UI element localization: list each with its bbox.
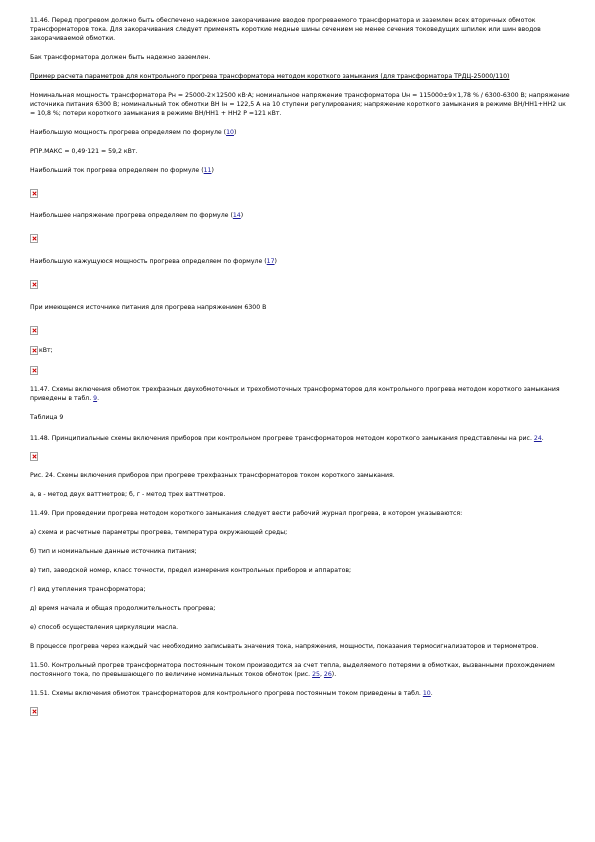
broken-image-icon (30, 189, 38, 198)
paragraph-tank-grounding: Бак трансформатора должен быть надежно заземлен. (30, 54, 211, 61)
broken-image-icon (30, 326, 38, 335)
paragraph-max-power: Наибольшую мощность прогрева определяем по формуле (10) (30, 129, 237, 136)
figure-link-24[interactable]: 24 (533, 435, 542, 442)
figure-24-caption: Рис. 24. Схемы включения приборов при прогреве трехфазных трансформаторов током короткого замыкания. (30, 472, 395, 479)
formula-pmax-result: PПР.МАКС = 0,49·121 = 59,2 кВт. (30, 148, 138, 155)
list-item-v: в) тип, заводской номер, класс точности, предел измерения контрольных приборов и аппаратов; (30, 567, 352, 574)
broken-image-icon (30, 280, 38, 289)
paragraph-hourly-records: В процессе прогрева через каждый час необходимо записывать значения тока, напряжения, мощности, показания термосигнализаторов и термометров. (30, 643, 539, 650)
broken-image-icon (30, 234, 38, 243)
broken-image-icon (30, 366, 38, 375)
formula-link-14[interactable]: 14 (232, 212, 241, 219)
broken-image-icon (30, 346, 38, 355)
paragraph-max-voltage: Наибольшее напряжение прогрева определяем по формуле (14) (30, 212, 244, 219)
formula-link-10[interactable]: 10 (226, 129, 234, 136)
paragraph-11-48: 11.48. Принципиальные схемы включения приборов при контрольном прогреве трансформаторов методом короткого замыкания представлены на рис. 24. (30, 435, 544, 442)
list-item-a: а) схема и расчетные параметры прогрева, температура окружающей среды; (30, 529, 288, 536)
figure-24-legend: а, в - метод двух ваттметров; б, г - метод трех ваттметров. (30, 491, 226, 498)
figure-link-26[interactable]: 26 (323, 671, 332, 678)
formula-link-17[interactable]: 17 (266, 258, 275, 265)
document-body (30, 16, 570, 718)
example-heading: Пример расчета параметров для контрольного прогрева трансформатора методом короткого замыкания (для трансформатора ТРДЦ-25000/110) (30, 73, 510, 80)
list-item-d: д) время начала и общая продолжительность прогрева; (30, 605, 216, 612)
table-9-caption: Таблица 9 (30, 414, 64, 421)
unit-kw-label: кВт; (39, 346, 53, 354)
paragraph-11-50: 11.50. Контрольный прогрев трансформатора постоянным током производится за счет тепла, выделяемого потерями в обмотках, вызванными прохождением постоянного тока, по превышающего по величине номинальных токов обмоток (рис. 25, 26). (30, 662, 555, 678)
list-item-b: б) тип и номинальные данные источника питания; (30, 548, 197, 555)
paragraph-11-49: 11.49. При проведении прогрева методом короткого замыкания следует вести рабочий журнал прогрева, в котором указываются: (30, 510, 463, 517)
list-item-g: г) вид утепления трансформатора; (30, 586, 146, 593)
paragraph-11-46: 11.46. Перед прогревом должно быть обеспечено надежное закорачивание вводов прогреваемого трансформатора и заземлен всех вторичных обмоток трансформаторов тока. Для закорачивания следует применять короткие медные шины сечением не менее сечения токоведущих шпилек или шин вводов закорачиваемой обмотки. (30, 17, 541, 42)
broken-image-icon (30, 452, 38, 461)
paragraph-max-current: Наибольший ток прогрева определяем по формуле (11) (30, 167, 214, 174)
broken-image-icon (30, 707, 38, 716)
table-link-10[interactable]: 10 (422, 690, 431, 697)
table-link-9[interactable]: 9 (93, 395, 98, 402)
paragraph-source-6300: При имеющемся источнике питания для прогрева напряжением 6300 В (30, 304, 267, 311)
paragraph-max-apparent-power: Наибольшую кажущуюся мощность прогрева определяем по формуле (17) (30, 258, 277, 265)
figure-link-25[interactable]: 25 (312, 671, 320, 678)
paragraph-rated-params: Номинальная мощность трансформатора Pн = 25000-2×12500 кВ·А; номинальное напряжение трансформатора Uн = 115000±9×1,78 % / 6300-6300 В; напряжение источника питания 6300 В; номинальный ток обмотки ВН Iн = 122,5 А на 10 ступени регулирования; напряжение короткого замыкания в режиме ВН/НН1+НН2 uк = 10,8 %; потери короткого замыкания в режиме ВН/НН1 + НН2 P =121 кВт. (30, 92, 570, 117)
list-item-e: е) способ осуществления циркуляции масла. (30, 624, 179, 631)
paragraph-11-51: 11.51. Схемы включения обмоток трансформаторов для контрольного прогрева постоянным током приведены в табл. 10. (30, 690, 433, 697)
formula-link-11[interactable]: 11 (203, 167, 212, 174)
paragraph-11-47: 11.47. Схемы включения обмоток трехфазных двухобмоточных и трехобмоточных трансформаторов для контрольного прогрева методом короткого замыкания приведены в табл. 9. (30, 386, 560, 402)
